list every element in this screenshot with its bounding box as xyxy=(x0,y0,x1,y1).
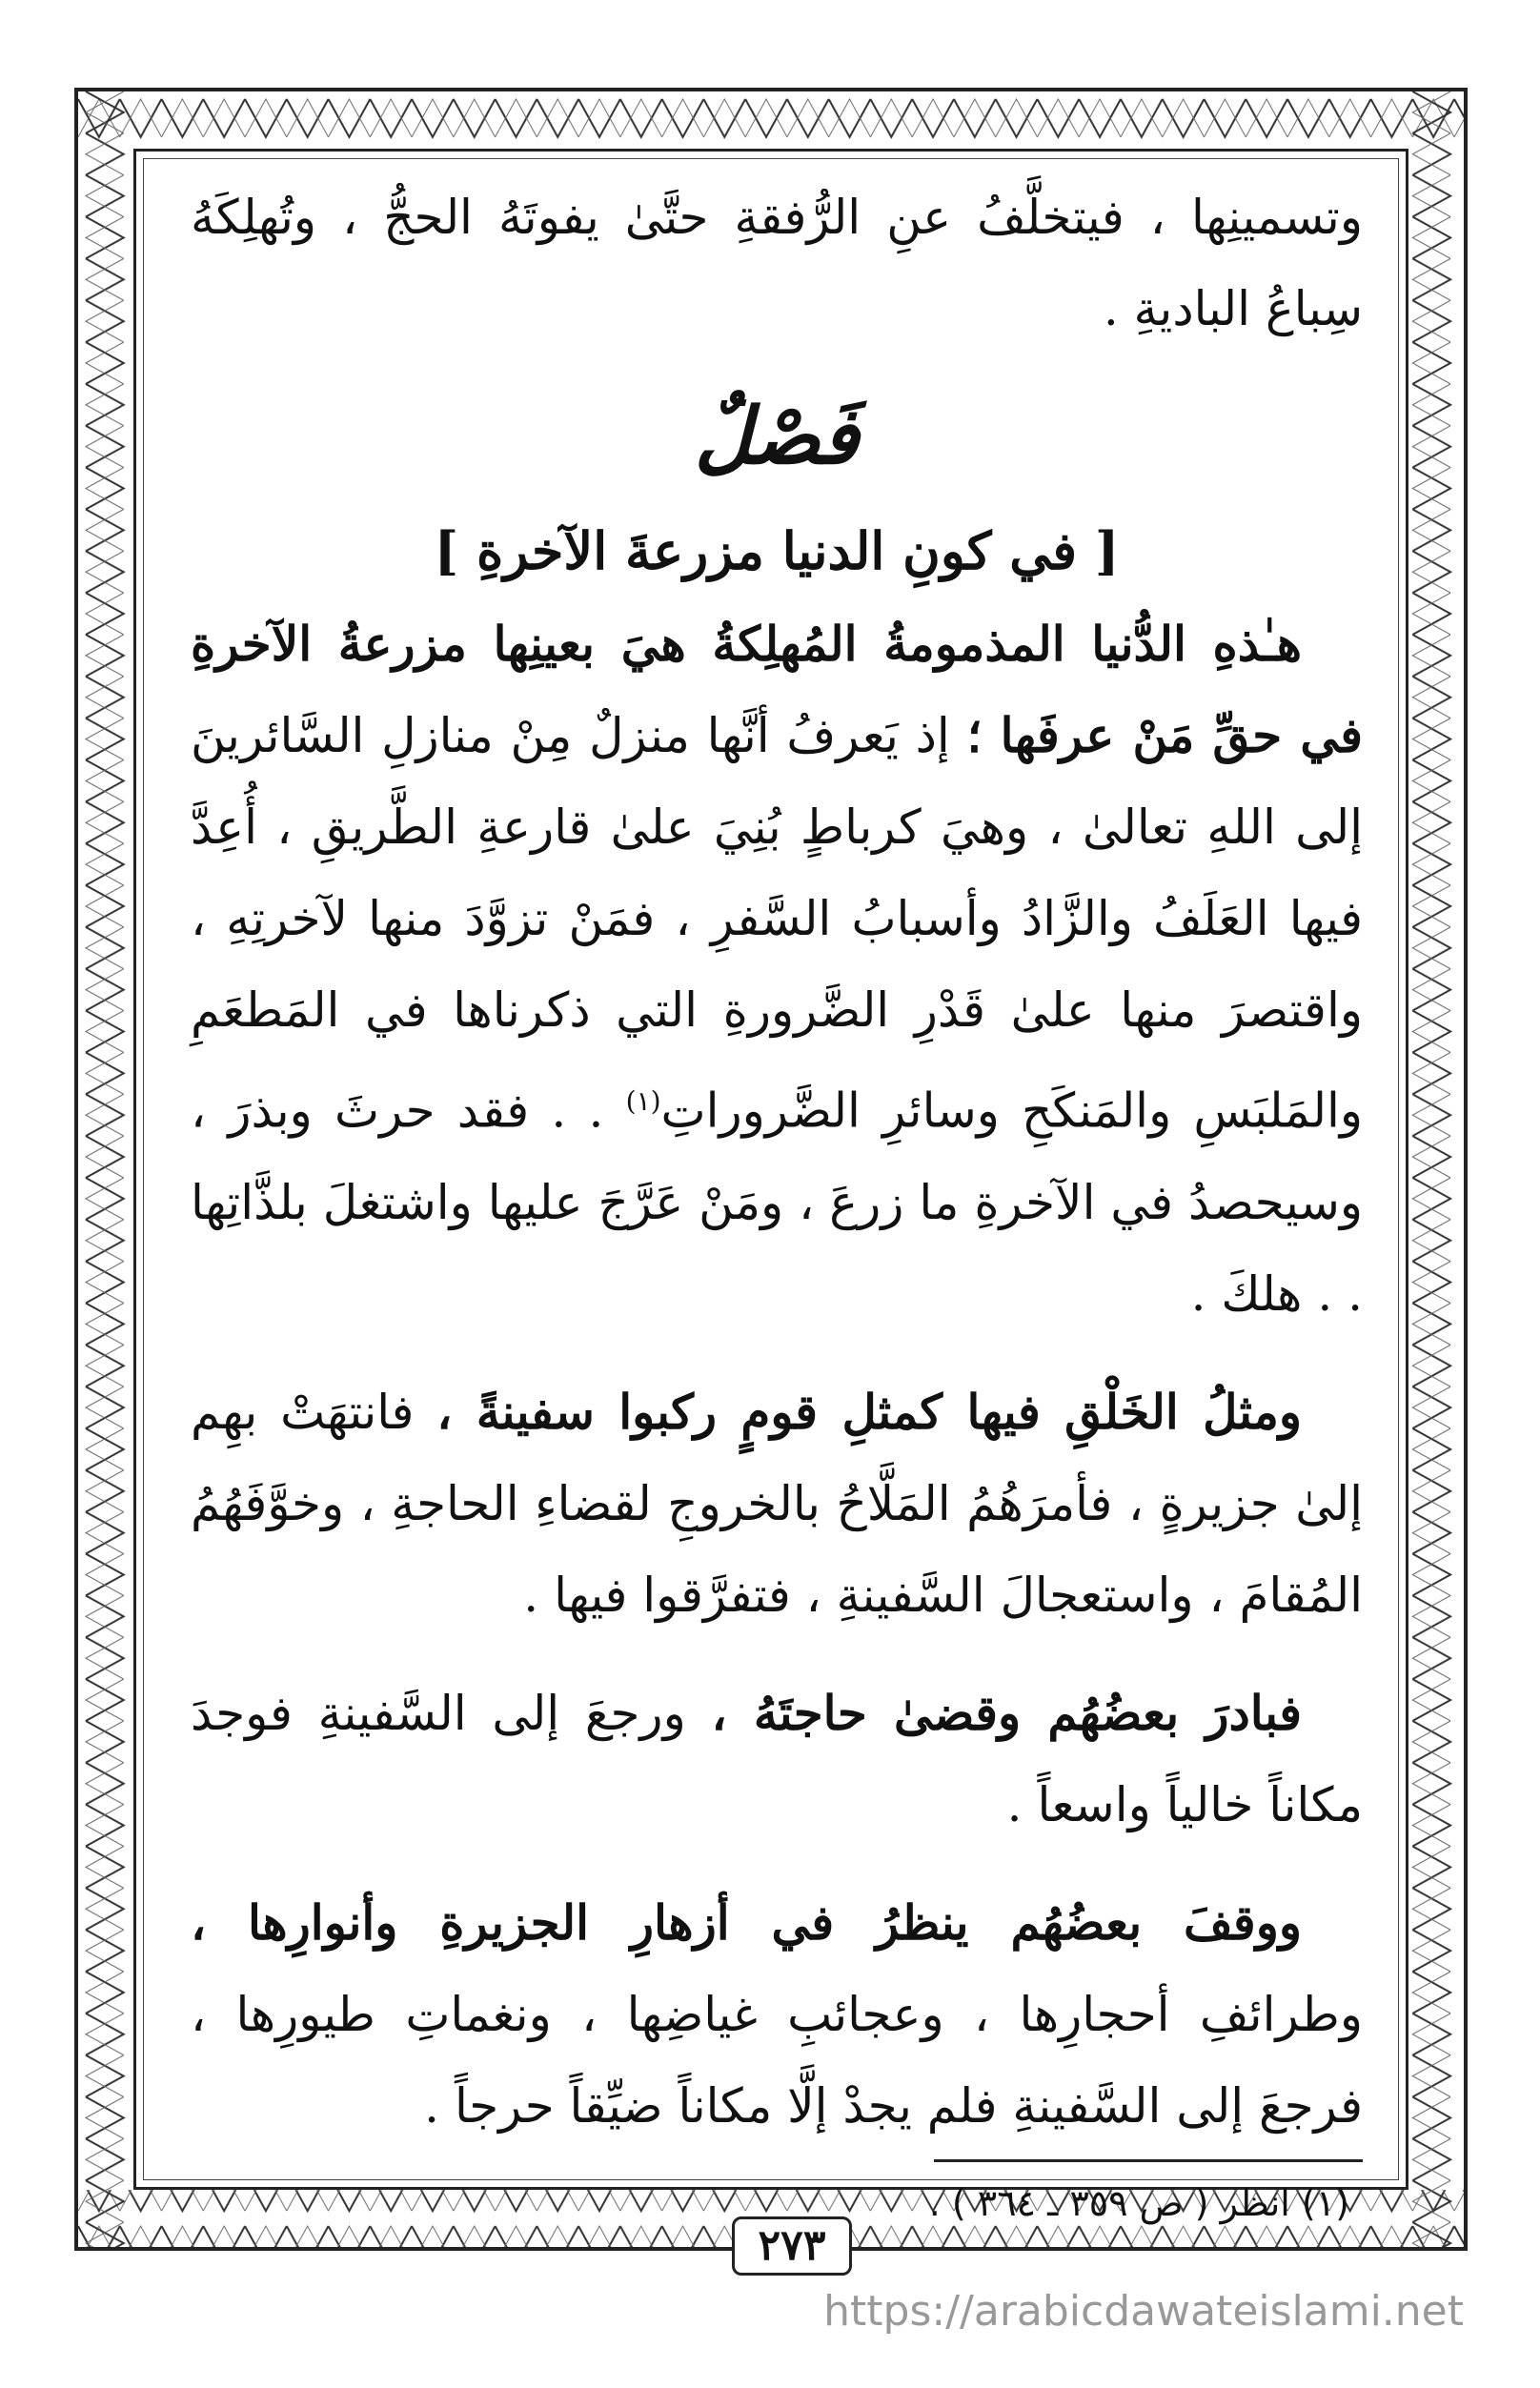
paragraph-4 xyxy=(191,1877,1363,2152)
paragraph-1-lead: هـٰذهِ الدُّنيا المذمومةُ المُهلِكةُ هيَ بعينِها مزرعةُ الآخرةِ في حقِّ مَنْ عرفَها ؛ xyxy=(191,616,1363,763)
paragraph-2-body: فانتهَتْ بهِم إلىٰ جزيرةٍ ، فأمرَهُمُ المَلَّاحُ بالخروجِ لقضاءِ الحاجةِ ، وخوَّفَهُمُ المُقامَ ، واستعجالَ السَّفينةِ ، فتفرَّقوا فيها . xyxy=(191,1384,1363,1623)
paragraph-1-body: إذ يَعرفُ أنَّها منزلٌ مِنْ منازلِ السَّائرينَ إلى اللهِ تعالىٰ ، وهيَ كرباطٍ بُنِيَ علىٰ قارعةِ الطَّريقِ ، أُعِدَّ فيها العَلَفُ والزَّادُ وأسبابُ السَّفرِ ، فمَنْ تزوَّدَ منها لآخرتِهِ ، واقتصرَ منها علىٰ قَدْرِ الضَّرورةِ التي ذكرناها في المَطعَمِ والمَلبَسِ والمَنكَحِ وسائرِ الضَّروراتِ xyxy=(191,708,1363,1139)
paragraph-4-lead: ووقفَ بعضُهُم ينظرُ في أزهارِ الجزيرةِ وأنوارِها ، xyxy=(191,1893,1302,1951)
paragraph-1-tail: . . فقد حرثَ وبذرَ ، وسيحصدُ في الآخرةِ ما زرعَ ، ومَنْ عَرَّجَ عليها واشتغلَ بلذَّاتِها . . هلكَ . xyxy=(191,1083,1363,1322)
paragraph-3 xyxy=(191,1668,1363,1851)
paragraph-2 xyxy=(191,1366,1363,1641)
watermark-url: https://arabicdawateislami.net xyxy=(823,2287,1464,2336)
section-heading: فَصْلٌ xyxy=(694,391,860,482)
page-number: ٢٧٣ xyxy=(732,2216,852,2276)
page-body xyxy=(191,172,1363,2152)
paragraph-2-lead: ومثلُ الخَلْقِ فيها كمثلِ قومٍ ركبوا سفينةً ، xyxy=(436,1383,1302,1440)
paragraph-3-lead: فبادرَ بعضُهُم وقضىٰ حاجتَهُ ، xyxy=(711,1684,1302,1741)
paragraph-3-body: ورجعَ إلى السَّفينةِ فوجدَ مكاناً خالياً واسعاً . xyxy=(191,1685,1363,1832)
footnote-reference[interactable]: (١) xyxy=(625,1085,661,1117)
paragraph-1 xyxy=(191,598,1363,1340)
footnote-divider xyxy=(934,2159,1363,2162)
paragraph-continuation: وتسمينِها ، فيتخلَّفُ عنِ الرُّفقةِ حتَّىٰ يفوتَهُ الحجُّ ، وتُهلِكَهُ سِباعُ الباديةِ . xyxy=(191,190,1363,336)
footnote: (١) انظر ( ص ٣٥٩ ـ ٣٦٤ ) . xyxy=(928,2182,1349,2224)
section-subtitle: [ في كونِ الدنيا مزرعةَ الآخرةِ ] xyxy=(434,520,1120,581)
paragraph-4-body: وطرائفِ أحجارِها ، وعجائبِ غياضِها ، ونغماتِ طيورِها ، فرجعَ إلى السَّفينةِ فلم يجدْ إلَّا مكاناً ضيِّقاً حرجاً . xyxy=(191,1986,1363,2134)
